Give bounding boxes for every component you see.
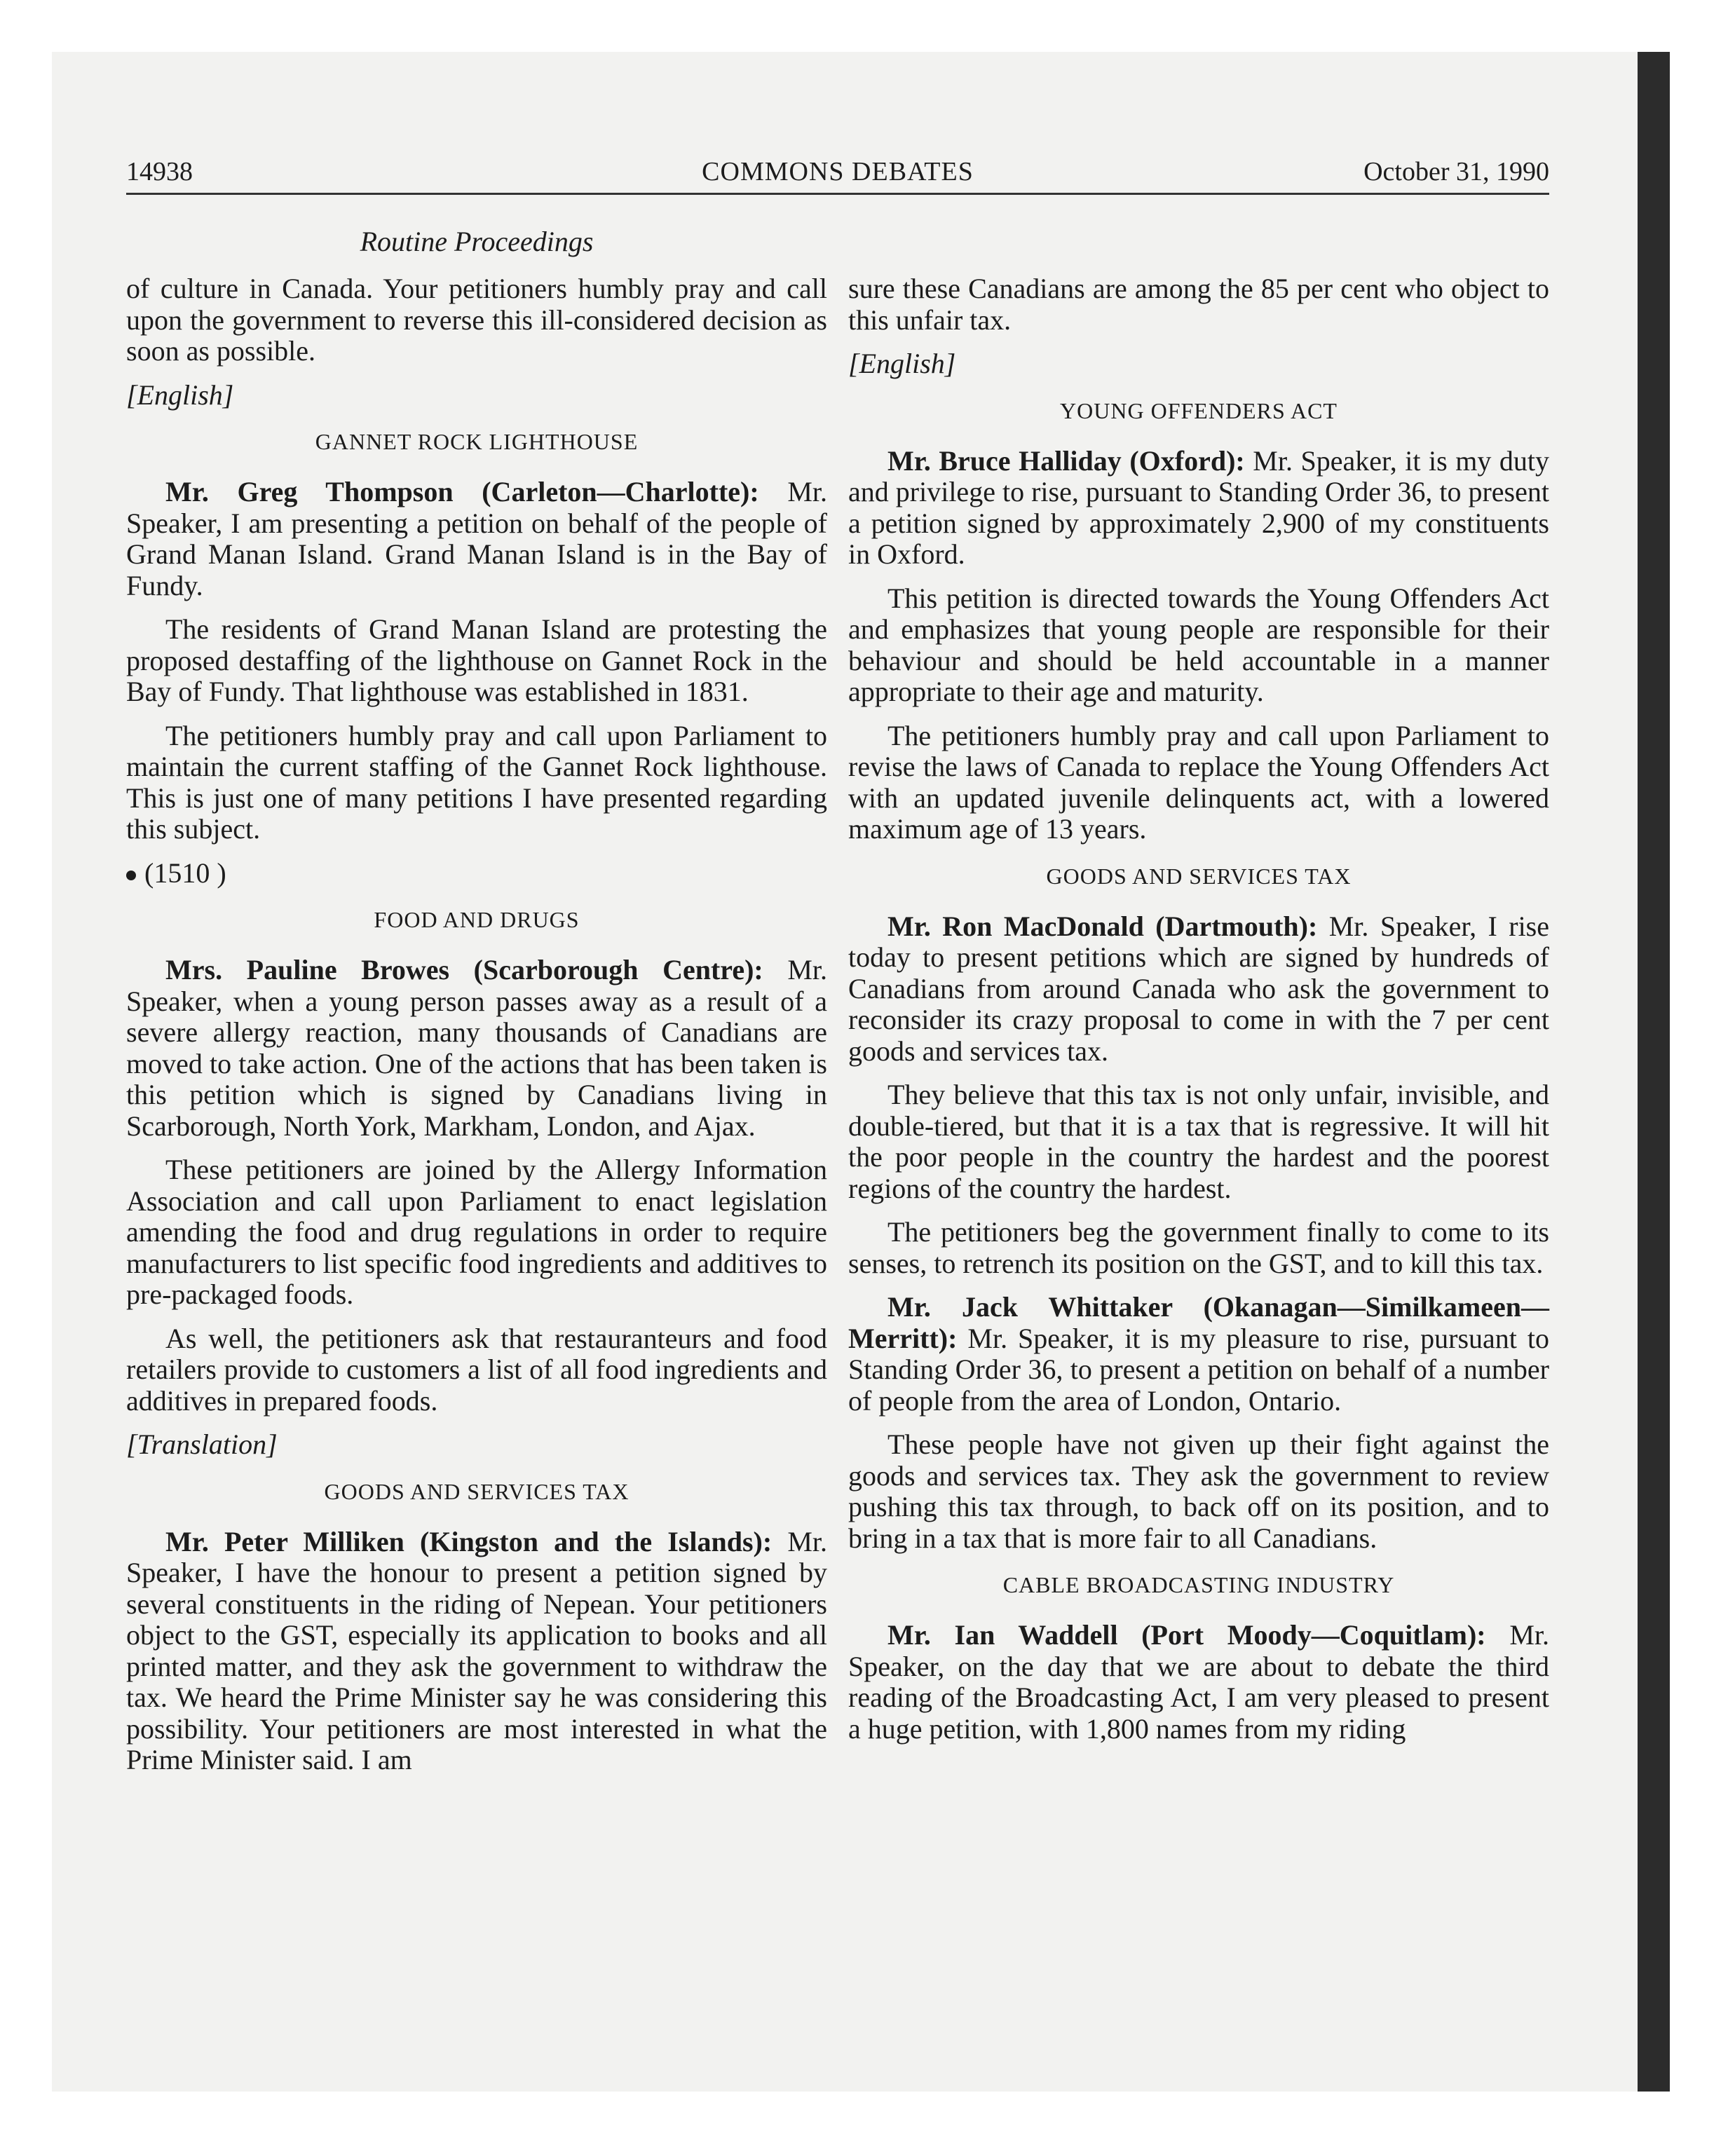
paragraph: [848, 1620, 1549, 1745]
speaker-name: Mr. Bruce Halliday (Oxford):: [887, 444, 1245, 477]
speech-text: Mr. Speaker, when a young person passes away as a result of a severe allergy reaction, many thousands of Canadians are moved to take action. One of the actions that has been taken is this petition which is signed by Canadians living in Scarborough, North York, Markham, London, and Ajax.: [126, 954, 828, 1142]
running-header: [126, 154, 1549, 196]
speech-text: Mr. Speaker, it is my pleasure to rise, pursuant to Standing Order 36, to present a petition on behalf of a number of people from the area of London, Ontario.: [848, 1322, 1549, 1417]
section-heading: GOODS AND SERVICES TAX: [324, 1478, 630, 1504]
section-label: Routine Proceedings: [360, 226, 594, 257]
paragraph: They believe that this tax is not only unfair, invisible, and double-tiered, but that it is a tax that is regressive. It will hit the poor people in the country the hardest and the poorest regions of the country the hardest.: [848, 1079, 1549, 1204]
section-heading: FOOD AND DRUGS: [374, 907, 580, 932]
speech-text: Mr. Speaker, on the day that we are about to debate the third reading of the Broadcasting Act, I am very pleased to present a huge petition, with 1,800 names from my riding: [848, 1619, 1550, 1745]
paragraph: [126, 477, 827, 601]
speaker-name: Mr. Ian Waddell (Port Moody—Coquitlam):: [887, 1619, 1486, 1651]
bullet-icon: [126, 871, 136, 880]
paragraph: of culture in Canada. Your petitioners humbly pray and call upon the government to reverse this ill-considered decision as soon as possible.: [126, 273, 827, 367]
section-heading: GOODS AND SERVICES TAX: [1046, 863, 1352, 889]
left-column: [126, 273, 827, 1789]
publication-title: COMMONS DEBATES: [702, 157, 974, 186]
paragraph: This petition is directed towards the Young Offenders Act and emphasizes that young people are responsible for their behaviour and should be held accountable in a manner appropriate to their age and maturity.: [848, 582, 1549, 707]
time-marker: [126, 858, 827, 889]
section-heading: YOUNG OFFENDERS ACT: [1060, 397, 1338, 423]
paragraph: The petitioners beg the government finally to come to its senses, to retrench its position on the GST, and to kill this tax.: [848, 1216, 1549, 1279]
language-marker: [English]: [848, 348, 956, 379]
paragraph: [126, 955, 827, 1142]
scan-edge-shadow: [1638, 52, 1670, 2092]
right-column: [848, 273, 1549, 1757]
header-rule: [126, 193, 1549, 195]
speaker-name: Mr. Peter Milliken (Kingston and the Islands):: [165, 1525, 773, 1557]
section-heading: GANNET ROCK LIGHTHOUSE: [315, 429, 639, 454]
paragraph: These people have not given up their fight against the goods and services tax. They ask the government to review pushing this tax through, to back off on its position, and to bring in a tax that is more fair to all Canadians.: [848, 1428, 1549, 1554]
section-heading: CABLE BROADCASTING INDUSTRY: [1002, 1572, 1395, 1597]
speaker-name: Mr. Ron MacDonald (Dartmouth):: [887, 910, 1318, 942]
speaker-name: Mr. Jack Whittaker (Okanagan—Similkameen—Merritt):: [848, 1291, 1549, 1354]
paragraph: [126, 1527, 827, 1776]
paragraph: sure these Canadians are among the 85 per cent who object to this unfair tax.: [848, 273, 1549, 336]
paragraph: [848, 446, 1549, 571]
speech-text: Mr. Speaker, it is my duty and privilege to rise, pursuant to Standing Order 36, to present a petition signed by approximately 2,900 of my constituents in Oxford.: [848, 444, 1549, 570]
paragraph: The petitioners humbly pray and call upon Parliament to maintain the current staffing of the Gannet Rock lighthouse. This is just one of many petitions I have presented regarding this subject.: [126, 719, 827, 845]
paragraph: The residents of Grand Manan Island are protesting the proposed destaffing of the lighthouse on Gannet Rock in the Bay of Fundy. That lighthouse was established in 1831.: [126, 613, 827, 707]
paragraph: The petitioners humbly pray and call upon Parliament to revise the laws of Canada to replace the Young Offenders Act with an updated juvenile delinquents act, with a lowered maximum age of 13 years.: [848, 719, 1549, 845]
language-marker: [Translation]: [126, 1428, 278, 1460]
time-marker-text: (1510 ): [144, 857, 226, 889]
paragraph: [848, 1292, 1549, 1417]
speech-text: Mr. Speaker, I am presenting a petition on behalf of the people of Grand Manan Island. Grand Manan Island is in the Bay of Fundy.: [126, 476, 827, 601]
speech-text: Mr. Speaker, I have the honour to present a petition signed by several constituents in the riding of Nepean. Your petitioners object to the GST, especially its application to books and all printed matter, and they ask the government to withdraw the tax. We heard the Prime Minister say he was considering this possibility. Your petitioners are most interested in what the Prime Minister said. I am: [126, 1525, 828, 1775]
paragraph: As well, the petitioners ask that restauranteurs and food retailers provide to customers a list of all food ingredients and additives in prepared foods.: [126, 1322, 827, 1417]
speaker-name: Mrs. Pauline Browes (Scarborough Centre):: [165, 954, 763, 985]
paragraph: [848, 911, 1549, 1067]
publication-date: October 31, 1990: [1363, 157, 1549, 186]
page-number: 14938: [126, 157, 193, 186]
paragraph: These petitioners are joined by the Allergy Information Association and call upon Parliament to enact legislation amending the food and drug regulations in order to require manufacturers to list specific food ingredients and additives to pre-packaged foods.: [126, 1154, 827, 1310]
speaker-name: Mr. Greg Thompson (Carleton—Charlotte):: [165, 476, 759, 507]
language-marker: [English]: [126, 378, 234, 411]
speech-text: Mr. Speaker, I rise today to present petitions which are signed by hundreds of Canadians from around Canada who ask the government to reconsider its crazy proposal to come in with the 7 per cent goods and services tax.: [848, 910, 1549, 1067]
